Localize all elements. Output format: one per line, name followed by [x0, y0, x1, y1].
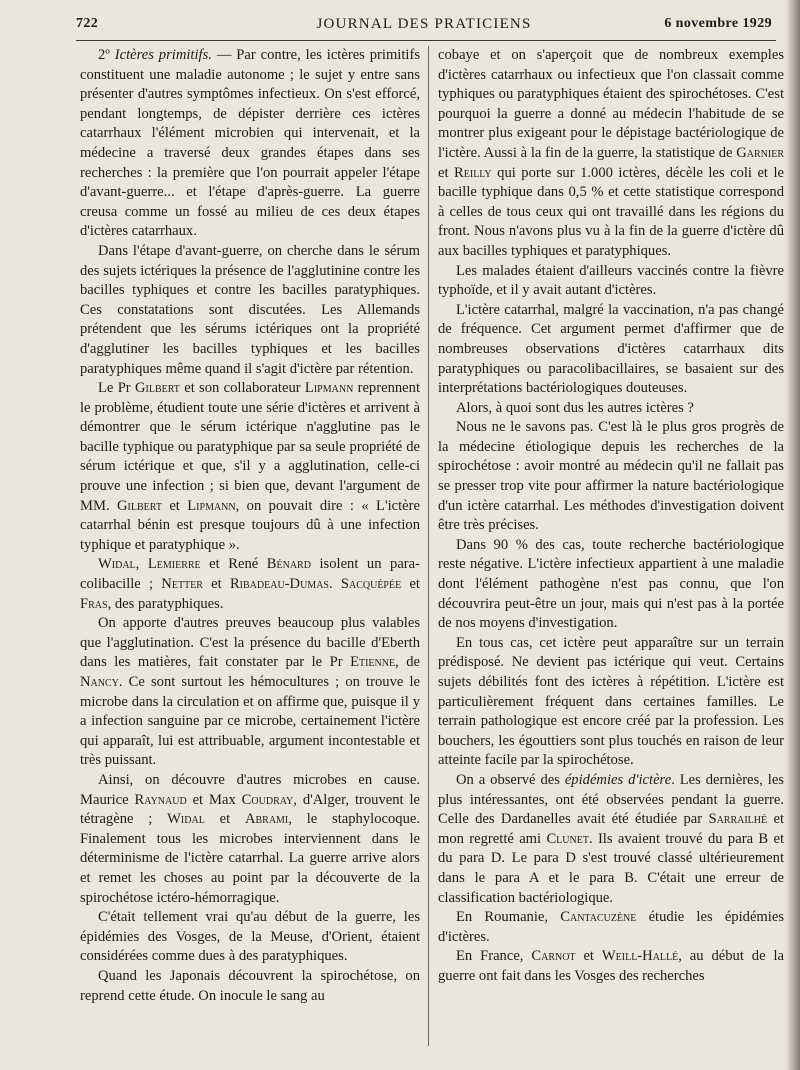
text-run: et [438, 164, 455, 181]
author-name: Fras [80, 595, 108, 612]
text-run: , [135, 556, 148, 573]
issue-date: 6 novembre 1929 [664, 16, 772, 31]
author-name: Cantacuzène [560, 909, 637, 926]
paragraph: Dans l'étape d'avant-guerre, on cherche dans le sérum des sujets ictériques la présence de l'agglutinine contre les bacilles typhiques et contre les bacilles paratyphiques. Ces constatations sont discutées. Les Allemands prétendent que les sérums ictériques ont la propriété d'agglutiner les bacilles typhiques et les bacilles paratyphiques même quand il s'agit d'ictère par rétention. [80, 242, 420, 377]
section-number: 2º [98, 47, 110, 63]
page-number: 722 [76, 16, 99, 31]
author-name: Reilly [454, 164, 492, 181]
paragraph: Nous ne le savons pas. C'est là le plus gros progrès de la médecine étiologique depuis les recherches de la spirochétose : avoir montré au médecin qu'il ne fallait pas se presser trop vite pour affirmer la nature bactériologique d'un ictère catarrhal. Les méthodes d'investigation doivent être très précises. [438, 419, 784, 534]
author-name: Widal [167, 811, 205, 828]
author-name: Gilbert [134, 380, 180, 397]
author-name: Coudray [241, 791, 294, 808]
author-name: Sarrailhé [708, 811, 768, 828]
author-name: Lipmann [304, 380, 354, 397]
author-name: Weill-Hallé [601, 948, 679, 965]
text-run: et [204, 811, 245, 828]
text-run: cobaye et on s'aperçoit que de nombreux exemples d'ictères catarrhaux ou infectieux que l'on classait comme typhiques ou paratyphiques étaient des spirochétoses. C'est pourquoi la guerre a donné au médecin l'habitude de se montrer plus exigeant pour le dépistage bactériologique de l'ictère. Aussi à la fin de la guerre, la statistique de [438, 47, 784, 161]
left-column [80, 46, 420, 1006]
page-header [76, 16, 772, 38]
text-run: , au début de la guerre ont fait dans les Vosges des recherches [438, 948, 784, 984]
place-name: Nancy [80, 674, 119, 690]
author-name: Carnot [531, 948, 576, 965]
text-run: Ainsi, on découvre d'autres microbes en cause. Maurice [80, 771, 420, 808]
author-name: Widal [98, 556, 136, 573]
text-run: reprennent le problème, étudient toute une série d'ictères et arrivent à démontrer que le sérum ictérique n'agglutine pas le bacille typhique ou paratyphique par sa seule propriété de sérum ictérique et que, s'il y a agglutination, celle-ci prouve une infection ; si bien que, devant l'argument de MM. [80, 380, 420, 514]
header-rule [76, 40, 776, 41]
emphasis: épidémies d'ictère [564, 771, 672, 788]
paragraph [438, 908, 784, 947]
author-name: Netter [161, 576, 203, 593]
text-run: . Ils avaient trouvé du para B et du para D. Le para D s'est trouvé classé ultérieurement dans le para A et le para B. C'était une erreur de classification bactériologique. [438, 830, 785, 906]
text-run: , de [395, 654, 420, 671]
paragraph [80, 46, 420, 242]
paragraph: En tous cas, cet ictère peut apparaître sur un terrain prédisposé. Ne devient pas ictérique qui veut. Certains sujets débilités font des ictères à répétition. L'ictère est particulièrement fréquent dans certaines familles. Le terrain pathologique est encore créé par la profession. Les bouchers, les égouttiers sont plus touchés en raison de leur atteinte facile par la spirochétose. [438, 634, 784, 769]
author-name: Abrami [244, 811, 289, 828]
text-run: . Les dernières, les plus intéressantes, ont été observées pendant la guerre. Celle des Dardanelles avait été étudiée par [438, 771, 784, 828]
text-run: et [161, 497, 188, 514]
paragraph [438, 947, 784, 986]
page-edge-shadow [786, 0, 800, 1070]
text-run: étudie les épidémies d'ictères. [438, 909, 784, 945]
paragraph: Dans 90 % des cas, toute recherche bactériologique reste négative. L'ictère infectieux appartient à une maladie dont l'élément pathogène n'est pas connu, que l'on découvrira peut-être un jour, mais qui n'est pas à la portée de nos moyens d'investigation. [438, 536, 784, 632]
paragraph [438, 771, 784, 908]
text-run: et [401, 576, 420, 593]
text-run: isolent un para-colibacille ; [80, 556, 421, 593]
text-run: , le staphylocoque. Finalement tous les microbes interviennent dans le déterminisme de l'ictère catarrhal. La guerre arrive alors et remet les choses au point par la découverte de la spirochétose ictéro-hémorragique. [80, 811, 420, 906]
author-name: Clunet [546, 830, 589, 847]
author-name: Lemierre [147, 556, 201, 573]
author-name: Ribadeau-Dumas [229, 576, 329, 593]
paragraph: Quand les Japonais découvrent la spirochétose, on reprend cette étude. On inocule le sang au [80, 967, 420, 1004]
text-run: et Max [186, 791, 242, 808]
author-name: Garnier [736, 144, 784, 161]
author-name: Lipmann [187, 497, 236, 514]
text-run: , d'Alger, trouvent le tétragène ; [80, 791, 421, 828]
text-run: En Roumanie, [456, 909, 561, 926]
text-run: et [575, 948, 602, 965]
text-run: . [328, 576, 341, 593]
author-name: Sacquépée [340, 576, 402, 593]
paragraph: C'était tellement vrai qu'au début de la guerre, les épidémies des Vosges, de la Meuse, d'Orient, étaient considérées comme dues à des paratyphiques. [80, 909, 420, 965]
paragraph: Alors, à quoi sont dus les autres ictères ? [456, 399, 694, 416]
author-name: Raynaud [134, 791, 187, 808]
journal-title: JOURNAL DES PRATICIENS [316, 16, 532, 32]
author-name: Gilbert [117, 497, 162, 514]
text-run: et [202, 576, 230, 593]
text-run: . Ce sont surtout les hémocultures ; on trouve le microbe dans la circulation et on affirme que, puisque il y a infection sanguine par ce microbe, certainement l'ictère qui apparaît, lui est attribuable, argument incontestable et très puissant. [80, 674, 420, 769]
paragraph-text: — Par contre, les ictères primitifs constituent une maladie autonome ; le sujet y entre sans présenter d'autres symptômes infectieux. On s'est efforcé, pendant longtemps, de dépister derrière ces ictères catarrhaux l'élément microbien qui intervenait, et la médecine a traversé deux grandes étapes dans ses recherches : la première que l'on pourrait appeler l'étape d'avant-guerre... et l'étape d'après-guerre. La guerre creusa comme un fossé au milieu de ces deux étapes d'ictères catarrhaux. [80, 47, 421, 240]
paragraph [80, 555, 420, 614]
right-column [438, 46, 784, 987]
section-heading: Ictères primitifs. [114, 47, 212, 63]
text-run: et son collaborateur [179, 380, 305, 397]
author-name: Etienne [350, 654, 396, 671]
paragraph [80, 614, 420, 771]
text-run: Le Pr [98, 380, 135, 397]
paragraph [80, 771, 420, 908]
text-run: En France, [456, 948, 532, 965]
text-run: et mon regretté ami [438, 811, 784, 847]
text-run: , on pouvait dire : « L'ictère catarrhal bénin est presque toujours dû à une infection typhique et paratyphique ». [80, 497, 420, 553]
text-run: On a observé des [456, 771, 565, 788]
author-name: Bénard [266, 556, 311, 573]
text-run: et René [200, 556, 267, 573]
column-divider [428, 46, 429, 1046]
paragraph [438, 46, 784, 262]
paragraph: L'ictère catarrhal, malgré la vaccination, n'a pas changé de fréquence. Cet argument permet d'affirmer que de nombreuses observations d'ictères catarrhaux dits paratyphiques ou paracolibacillaires, se basaient sur des interprétations bactériologiques douteuses. [438, 301, 784, 397]
text-run: , des paratyphiques. [107, 595, 224, 612]
text-run: qui porte sur 1.000 ictères, décèle les coli et le bacille typhique dans 0,5 % et cette statistique correspond à celles de tous ceux qui ont travaillé dans les régions du front. Nous n'avons plus vu à la fin de la guerre d'ictère dû aux bacilles typhiques et paratyphiques. [438, 164, 784, 259]
text-run: On apporte d'autres preuves beaucoup plus valables que l'agglutination. C'est la présence du bacille d'Eberth dans les matières, fait constater par le Pr [80, 615, 420, 671]
paragraph [80, 379, 420, 555]
paragraph: Les malades étaient d'ailleurs vaccinés contre la fièvre typhoïde, et il y avait autant d'ictères. [438, 262, 784, 299]
